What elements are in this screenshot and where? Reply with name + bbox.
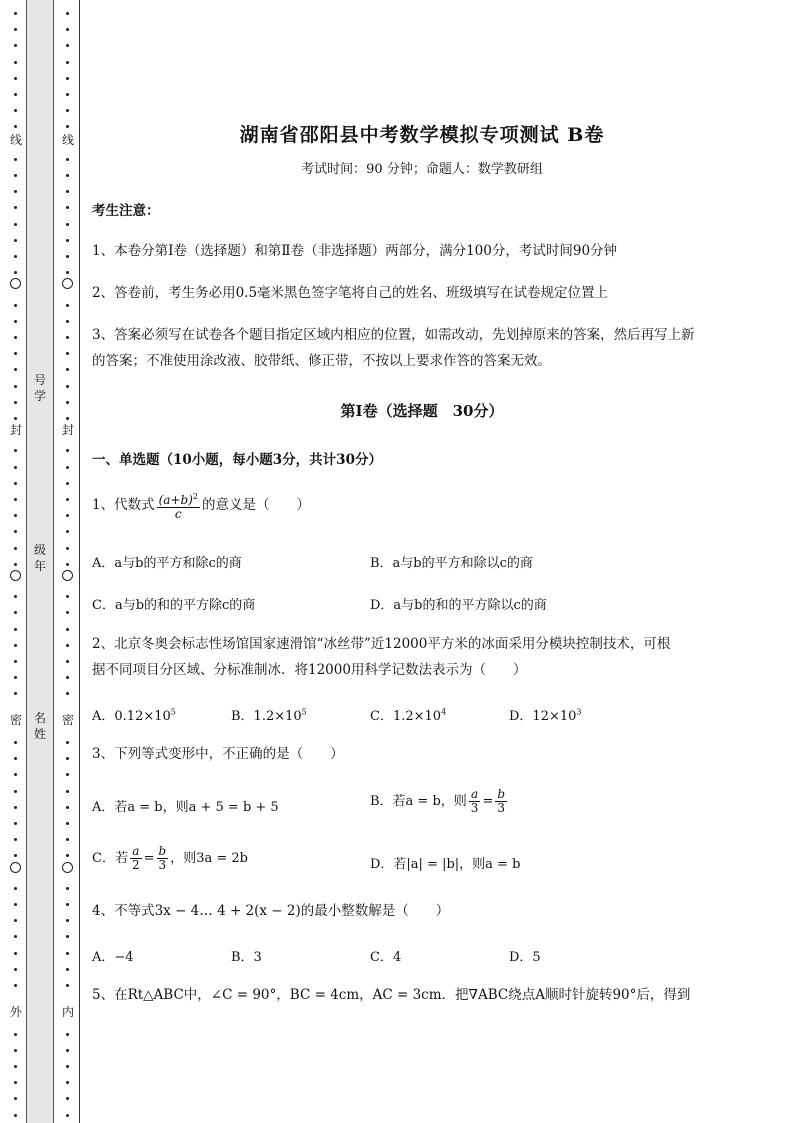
binding-dot [14, 93, 17, 96]
binding-dot [66, 1114, 69, 1117]
notice-heading: 考生注意： [92, 203, 160, 219]
binding-dot [14, 174, 17, 177]
binding-dot [14, 1033, 17, 1036]
binding-dot [66, 158, 69, 161]
option-d: D．a与b的和的平方除以c的商 [370, 598, 547, 613]
binding-dot [14, 1114, 17, 1117]
binding-dot [14, 644, 17, 647]
binding-dot [66, 174, 69, 177]
binding-dot [66, 757, 69, 760]
option-d: D．5 [509, 950, 541, 965]
binding-dot [14, 660, 17, 663]
binding-dot [14, 790, 17, 793]
notice-item: 1、本卷分第Ⅰ卷（选择题）和第Ⅱ卷（非选择题）两部分，满分100分，考试时间90分钟 [92, 243, 618, 259]
question-1: 1、代数式 $\frac{(a+b)^2}{c}$ 的意义是（ ） [92, 492, 310, 521]
binding-dot [14, 304, 17, 307]
binding-dot [14, 530, 17, 533]
binding-dot [14, 125, 17, 128]
binding-dot [66, 919, 69, 922]
notice-item: 3、答案必须写在试卷各个题目指定区域内相应的位置，如需改动，先划掉原来的答案，然后再写上新 [92, 327, 695, 343]
binding-info-strip [26, 0, 54, 1123]
option-a: A．若a = b，则a + 5 = b + 5 [92, 800, 279, 815]
name-label: 名 姓 [33, 711, 46, 741]
binding-dot [66, 1081, 69, 1084]
section-title: 第Ⅰ卷（选择题 30分） [340, 402, 504, 420]
binding-dot [14, 1049, 17, 1052]
binding-dot [14, 984, 17, 987]
option-b: B．a与b的平方和除以c的商 [370, 556, 533, 571]
binding-dot [66, 952, 69, 955]
grade-label: 级 年 [33, 543, 46, 573]
binding-dot [14, 449, 17, 452]
binding-dot [66, 595, 69, 598]
binding-dot [66, 854, 69, 857]
student-number-label: 号 学 [33, 373, 46, 403]
option-c: C．$1.2\times 10^4$ [370, 707, 447, 724]
binding-dot [66, 1065, 69, 1068]
binding-dot [14, 368, 17, 371]
binding-dot [14, 417, 17, 420]
binding-dot [66, 320, 69, 323]
binding-dot [66, 822, 69, 825]
option-b: B．$1.2\times 10^5$ [231, 707, 307, 724]
binding-dot [66, 676, 69, 679]
binding-dot [14, 741, 17, 744]
binding-dot [14, 336, 17, 339]
question-4: 4、不等式3x − 4… 4 + 2(x − 2)的最小整数解是（ ） [92, 903, 450, 919]
binding-dot [66, 741, 69, 744]
binding-dot [14, 1065, 17, 1068]
binding-dot [14, 158, 17, 161]
question-5: 5、在Rt△ABC中，∠C = 90°，BC = 4cm，AC = 3cm．把∇ABC绕点A顺时针旋转90°后，得到 [92, 987, 691, 1003]
part-heading: 一、单选题（10小题，每小题3分，共计30分） [92, 452, 382, 468]
option-d: D．若|a| = |b|，则a = b [370, 857, 521, 872]
notice-item: 2、答卷前，考生务必用0.5毫米黑色签字笔将自己的姓名、班级填写在试卷规定位置上 [92, 285, 609, 301]
binding-dot [14, 352, 17, 355]
binding-dot [14, 239, 17, 242]
binding-dot [66, 563, 69, 566]
binding-dot [66, 530, 69, 533]
page-title: 湖南省邵阳县中考数学模拟专项测试 B卷 [239, 124, 605, 146]
binding-dot [66, 44, 69, 47]
binding-dot [66, 449, 69, 452]
binding-dot [66, 271, 69, 274]
binding-dot [14, 385, 17, 388]
binding-dot [66, 887, 69, 890]
option-c: C．a与b的和的平方除c的商 [92, 598, 256, 613]
binding-dot [66, 61, 69, 64]
binding-dot [66, 660, 69, 663]
binding-dot [14, 109, 17, 112]
binding-dot [14, 401, 17, 404]
binding-dot [66, 611, 69, 614]
binding-dot [14, 854, 17, 857]
option-c: C．4 [370, 950, 402, 965]
binding-dot [14, 547, 17, 550]
binding-circle-icon [62, 570, 73, 581]
binding-dot [14, 692, 17, 695]
binding-dot [14, 611, 17, 614]
binding-dot [14, 44, 17, 47]
binding-dot [66, 644, 69, 647]
binding-dot [66, 466, 69, 469]
binding-rule [79, 0, 80, 1123]
binding-char: 密 [61, 713, 74, 727]
binding-dot [14, 255, 17, 258]
binding-dot [66, 28, 69, 31]
binding-dot [14, 968, 17, 971]
binding-dot [14, 61, 17, 64]
binding-dot [66, 1033, 69, 1036]
binding-dot [66, 368, 69, 371]
option-c: C．若 $\frac{a}{2}$ = $\frac{b}{3}$ ，则3a = 2b [92, 844, 248, 872]
binding-dot [14, 952, 17, 955]
binding-circle-icon [62, 278, 73, 289]
binding-dot [14, 223, 17, 226]
binding-dot [14, 466, 17, 469]
binding-dot [66, 385, 69, 388]
binding-dot [66, 514, 69, 517]
binding-char: 密 [9, 713, 22, 727]
notice-item: 的答案；不准使用涂改液、胶带纸、修正带，不按以上要求作答的答案无效。 [92, 353, 551, 369]
binding-dot [66, 498, 69, 501]
binding-dot [14, 628, 17, 631]
binding-dot [66, 806, 69, 809]
option-a: A．a与b的平方和除c的商 [92, 556, 242, 571]
binding-dot [14, 838, 17, 841]
binding-dot [14, 190, 17, 193]
binding-dot [14, 498, 17, 501]
binding-dot [66, 125, 69, 128]
binding-dot [66, 352, 69, 355]
binding-dot [66, 109, 69, 112]
question-2-line-1: 2、北京冬奥会标志性场馆国家速滑馆“冰丝带”近12000平方米的冰面采用分模块控制技术，可根 [92, 636, 671, 652]
binding-char: 线 [9, 133, 22, 147]
binding-dot [66, 77, 69, 80]
binding-dot [14, 822, 17, 825]
binding-dot [14, 1097, 17, 1100]
binding-dot [14, 271, 17, 274]
binding-circle-icon [62, 862, 73, 873]
binding-dot [66, 773, 69, 776]
binding-dot [14, 887, 17, 890]
binding-dot [14, 919, 17, 922]
binding-dot [66, 255, 69, 258]
binding-dot [14, 676, 17, 679]
binding-dot [66, 547, 69, 550]
question-2-line-2: 据不同项目分区域、分标准制冰．将12000用科学记数法表示为（ ） [92, 662, 527, 678]
binding-dot [14, 1081, 17, 1084]
binding-dot [14, 595, 17, 598]
binding-dot [66, 482, 69, 485]
binding-dot [14, 482, 17, 485]
binding-dot [66, 12, 69, 15]
binding-dot [14, 514, 17, 517]
binding-dot [66, 790, 69, 793]
binding-dot [14, 806, 17, 809]
binding-circle-icon [10, 278, 21, 289]
binding-char: 外 [9, 1005, 22, 1019]
binding-dot [66, 206, 69, 209]
exam-info: 考试时间：90 分钟；命题人：数学教研组 [301, 162, 543, 177]
binding-dot [14, 903, 17, 906]
binding-dot [66, 223, 69, 226]
binding-dot [66, 968, 69, 971]
binding-dot [14, 12, 17, 15]
binding-dot [66, 304, 69, 307]
binding-dot [66, 190, 69, 193]
binding-char: 内 [61, 1005, 74, 1019]
option-d: D．$12\times 10^3$ [509, 707, 582, 724]
binding-char: 线 [61, 133, 74, 147]
binding-dot [14, 77, 17, 80]
binding-dot [14, 320, 17, 323]
binding-dot [66, 838, 69, 841]
binding-dot [66, 1049, 69, 1052]
binding-dot [66, 93, 69, 96]
binding-dot [66, 239, 69, 242]
binding-circle-icon [10, 862, 21, 873]
option-b: B．若a = b，则 $\frac{a}{3}$ = $\frac{b}{3}$ [370, 787, 506, 815]
binding-margin [0, 0, 82, 1123]
binding-dot [66, 1097, 69, 1100]
option-b: B．3 [231, 950, 262, 965]
binding-dot [14, 206, 17, 209]
binding-dot [14, 935, 17, 938]
binding-dot [66, 692, 69, 695]
binding-dot [66, 417, 69, 420]
binding-char: 封 [9, 423, 22, 437]
binding-dot [14, 773, 17, 776]
binding-dot [66, 401, 69, 404]
binding-dot [66, 903, 69, 906]
binding-dots-left [8, 0, 24, 1123]
binding-dot [14, 757, 17, 760]
binding-dot [14, 563, 17, 566]
fraction: $\frac{(a+b)^2}{c}$ [158, 492, 198, 521]
binding-dot [66, 935, 69, 938]
option-a: A．$0.12\times 10^5$ [92, 707, 176, 724]
binding-dots-right [60, 0, 76, 1123]
option-a: A．−4 [92, 950, 134, 965]
binding-char: 封 [61, 423, 74, 437]
binding-dot [14, 28, 17, 31]
binding-dot [66, 336, 69, 339]
binding-circle-icon [10, 570, 21, 581]
question-3: 3、下列等式变形中，不正确的是（ ） [92, 746, 344, 762]
binding-dot [66, 984, 69, 987]
binding-dot [66, 628, 69, 631]
